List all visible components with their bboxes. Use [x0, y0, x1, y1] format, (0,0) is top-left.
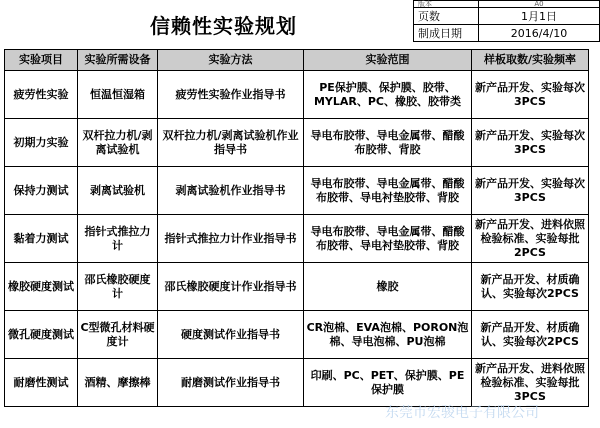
table-row: [5, 311, 589, 359]
cell-sample-frequency: 新产品开发、进料依照检验标准、实验每批3PCS: [472, 359, 589, 407]
cell-equipment: 双杆拉力机/剥离试验机: [78, 119, 158, 167]
cell-sample-frequency: 新产品开发、进料依照检验标准、实验每批2PCS: [472, 215, 589, 263]
cell-scope: 橡胶: [304, 263, 472, 311]
cell-equipment: 指针式推拉力计: [78, 215, 158, 263]
cell-method: 硬度测试作业指导书: [158, 311, 304, 359]
cell-sample-frequency: 新产品开发、材质确认、实验每次2PCS: [472, 311, 589, 359]
cell-sample-frequency: 新产品开发、实验每次3PCS: [472, 167, 589, 215]
cell-equipment: C型微孔材料硬度计: [78, 311, 158, 359]
cell-equipment: 恒温恒湿箱: [78, 71, 158, 119]
document-meta-table: [413, 0, 600, 42]
header-equipment: 实验所需设备: [78, 50, 158, 71]
cell-equipment: 邵氏橡胶硬度计: [78, 263, 158, 311]
header-scope: 实验范围: [304, 50, 472, 71]
cell-method: 剥离试验机作业指导书: [158, 167, 304, 215]
cell-scope: 导电布胶带、导电金属带、醋酸布胶带、导电衬垫胶带、背胶: [304, 167, 472, 215]
cell-test-item: 保持力测试: [5, 167, 78, 215]
cell-method: 双杆拉力机/剥离试验机作业指导书: [158, 119, 304, 167]
table-row: [5, 359, 589, 407]
cell-scope: PE保护膜、保护膜、胶带、MYLAR、PC、橡胶、胶带类: [304, 71, 472, 119]
watermark: 东莞市宏骏电子有限公司: [385, 405, 539, 421]
meta-row-version: [414, 1, 600, 8]
cell-sample-frequency: 新产品开发、实验每次3PCS: [472, 71, 589, 119]
meta-row-pages: [414, 8, 600, 25]
cell-test-item: 初期力实验: [5, 119, 78, 167]
cell-scope: 印刷、PC、PET、保护膜、PE保护膜: [304, 359, 472, 407]
table-row: [5, 263, 589, 311]
cell-sample-frequency: 新产品开发、实验每次3PCS: [472, 119, 589, 167]
document-title: 信赖性实验规划: [150, 14, 297, 38]
cell-test-item: 黏着力测试: [5, 215, 78, 263]
cell-method: 疲劳性实验作业指导书: [158, 71, 304, 119]
table-row: [5, 119, 589, 167]
cell-scope: 导电布胶带、导电金属带、醋酸布胶带、背胶: [304, 119, 472, 167]
cell-method: 邵氏橡胶硬度计作业指导书: [158, 263, 304, 311]
cell-test-item: 疲劳性实验: [5, 71, 78, 119]
meta-value: A0: [479, 1, 600, 8]
cell-equipment: 剥离试验机: [78, 167, 158, 215]
cell-equipment: 酒精、摩擦棒: [78, 359, 158, 407]
cell-scope: CR泡棉、EVA泡棉、PORON泡棉、导电泡棉、PU泡棉: [304, 311, 472, 359]
header-test-item: 实验项目: [5, 50, 78, 71]
cell-method: 指针式推拉力计作业指导书: [158, 215, 304, 263]
meta-key: 页数: [414, 8, 479, 25]
table-header-row: [5, 50, 589, 71]
test-plan-table: [4, 49, 589, 407]
cell-sample-frequency: 新产品开发、材质确认、实验每次2PCS: [472, 263, 589, 311]
meta-key: 版本: [414, 1, 479, 8]
cell-test-item: 耐磨性测试: [5, 359, 78, 407]
cell-test-item: 微孔硬度测试: [5, 311, 78, 359]
meta-value: 2016/4/10: [479, 25, 600, 42]
cell-test-item: 橡胶硬度测试: [5, 263, 78, 311]
header-method: 实验方法: [158, 50, 304, 71]
cell-method: 耐磨测试作业指导书: [158, 359, 304, 407]
meta-key: 制成日期: [414, 25, 479, 42]
cell-scope: 导电布胶带、导电金属带、醋酸布胶带、导电衬垫胶带、背胶: [304, 215, 472, 263]
header-sample-frequency: 样板取数/实验频率: [472, 50, 589, 71]
table-row: [5, 71, 589, 119]
table-row: [5, 167, 589, 215]
meta-value: 1月1日: [479, 8, 600, 25]
meta-row-date: [414, 25, 600, 42]
table-row: [5, 215, 589, 263]
